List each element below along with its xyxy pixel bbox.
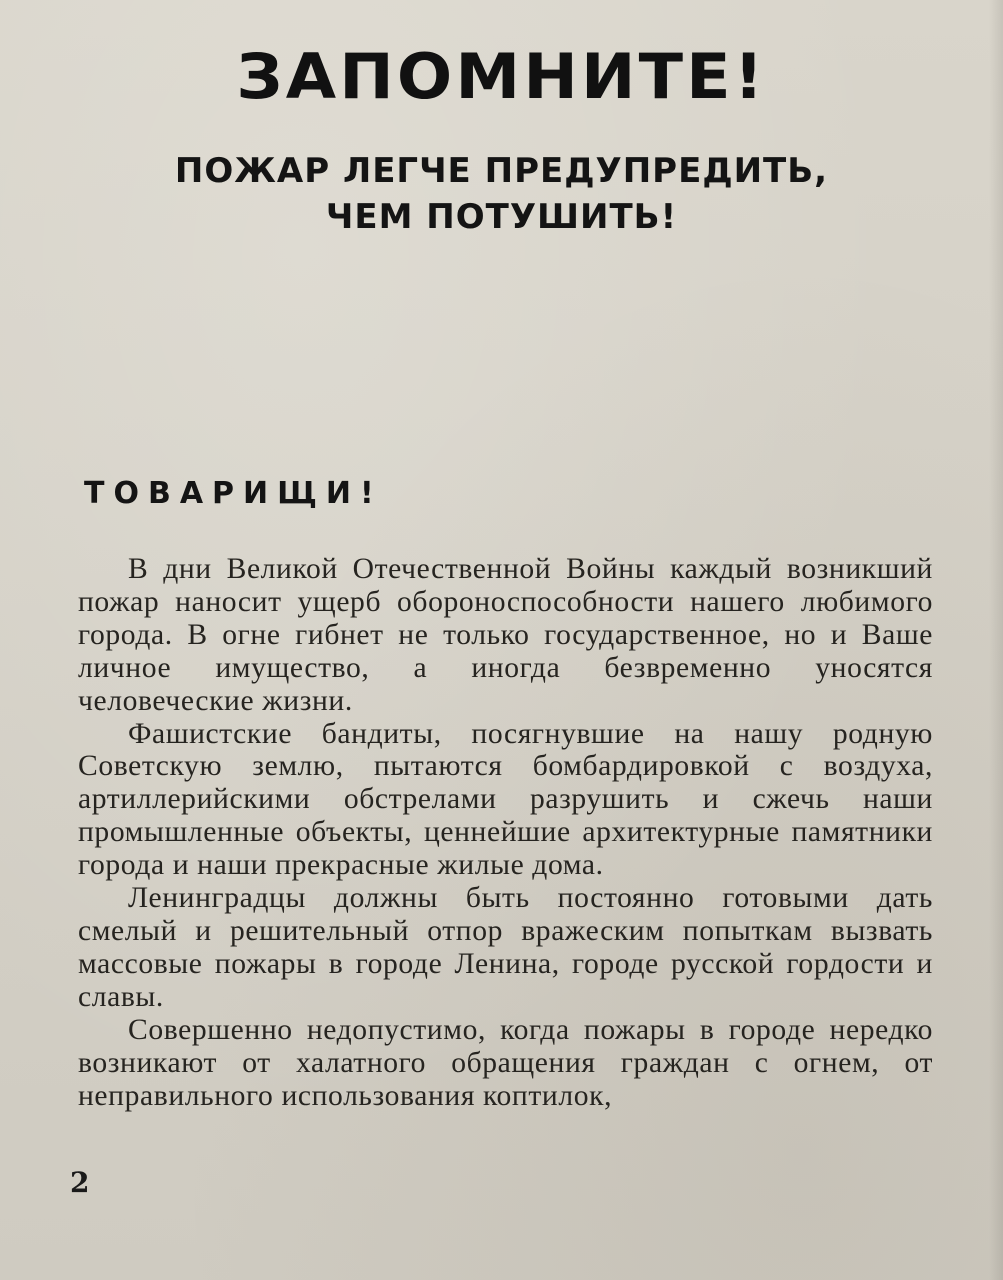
- subheadline-line-2: ЧЕМ ПОТУШИТЬ!: [325, 197, 678, 237]
- paragraph-4: Совершенно недопустимо, когда пожары в городе нередко возникают от халатного обращения граждан с огнем, от неправильного использования коптилок,: [78, 1013, 933, 1112]
- subheadline-line-1: ПОЖАР ЛЕГЧЕ ПРЕДУПРЕДИТЬ,: [174, 151, 829, 191]
- subheadline: [0, 148, 1003, 240]
- paragraph-2: Фашистские бандиты, посягнувшие на нашу родную Советскую землю, пытаются бомбардировкой с воздуха, артиллерийскими обстрелами разрушить и сжечь наши промышленные объекты, ценнейшие архитектурные памятники города и наши прекрасные жилые дома.: [78, 717, 933, 882]
- paragraph-1: В дни Великой Отечественной Войны каждый возникший пожар наносит ущерб обороноспособности нашего любимого города. В огне гибнет не только государственное, но и Ваше личное имущество, а иногда безвременно уносятся человеческие жизни.: [78, 553, 933, 717]
- body-text: [78, 553, 933, 1112]
- page-number: 2: [70, 1166, 90, 1199]
- headline: ЗАПОМНИТЕ!: [236, 40, 767, 113]
- salutation: ТОВАРИЩИ!: [84, 476, 383, 511]
- paragraph-3: Ленинградцы должны быть постоянно готовыми дать смелый и решительный отпор вражеским попыткам вызвать массовые пожары в городе Ленина, городе русской гордости и славы.: [78, 882, 933, 1013]
